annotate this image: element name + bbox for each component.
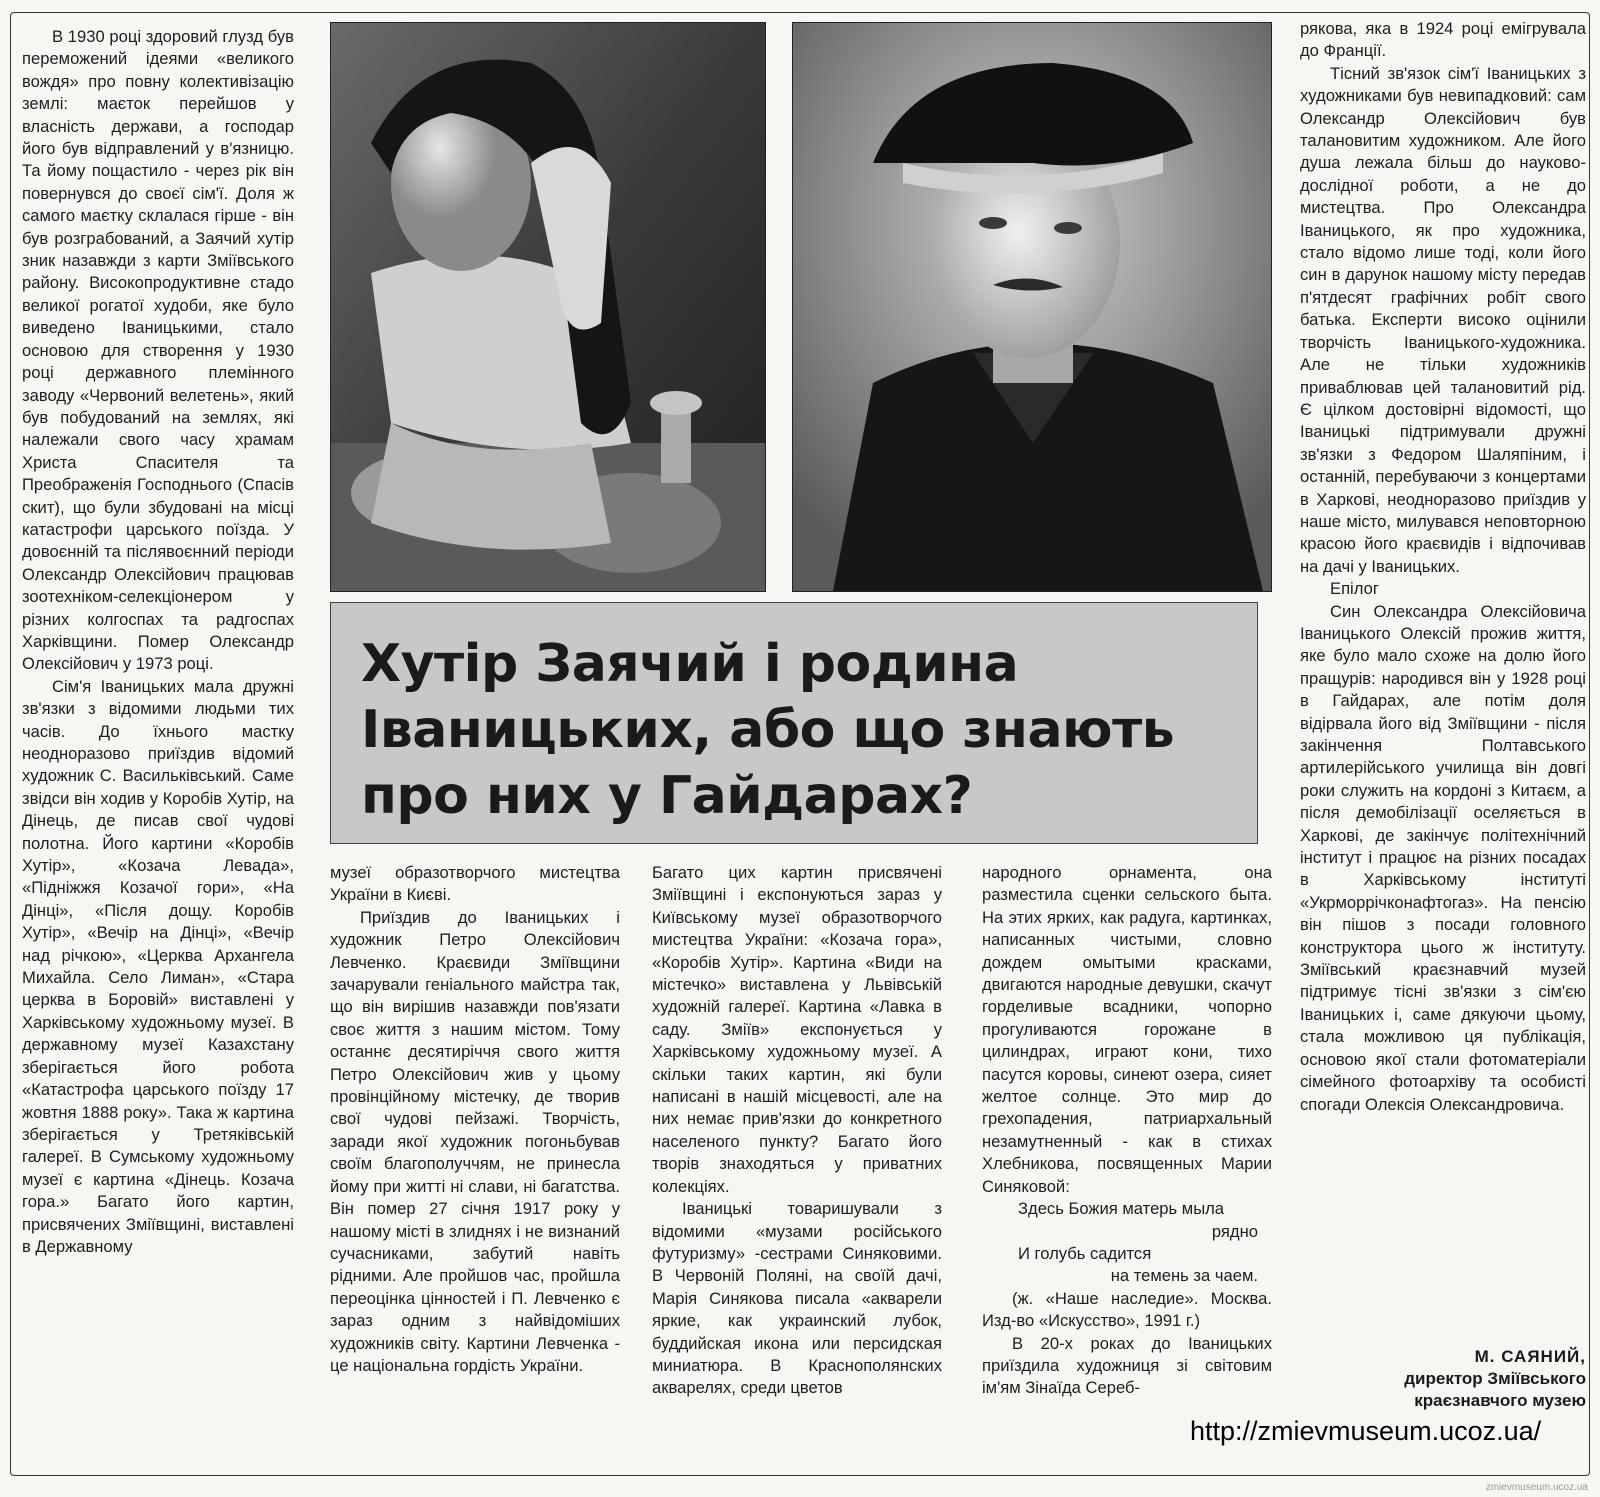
article-column-right [1300, 18, 1586, 1116]
photo-portrait-man [792, 22, 1272, 592]
author-title-line-2: краєзнавчого музею [1414, 1391, 1586, 1410]
headline-line-3: про них у Гайдарах? [361, 766, 973, 826]
paragraph: Іваницькі товаришували з відомими «музами російського футуризму» -сестрами Синяковими. В Червоній Поляні, на своїй дачі, Марія Синякова писала «акварели яркие, как украинский лубок, буддийская икона или персидская миниатюра. В Краснополянских акварелях, среди цветов [652, 1199, 942, 1398]
article-column-left [22, 26, 294, 1258]
epilogue-heading: Епілог [1330, 579, 1379, 599]
source-citation: (ж. «Наше наследие». Москва. Изд-во «Искусство», 1991 г.) [982, 1288, 1272, 1331]
paragraph: В 20-х роках до Іваницьких приїздила художниця зі світовим ім'ям Зінаїда Сереб- [982, 1333, 1272, 1398]
headline-box [330, 602, 1258, 844]
photo-portrait-woman [330, 22, 766, 592]
paragraph: В 1930 році здоровий глузд був переможений ідеями «великого вождя» про повну колективізацію землі: маєток перейшов у власність держави, а господар його був відправлений у в'язницю. Та йому пощастило - через рік він повернувся до своєї сім'ї. Доля ж самого маєтку склалася гірше - він був розграбований, а Заячий хутір зник назавжди з карти Зміївського району. Високопродуктивне стадо великої рогатої худоби, яке було виведено Іваницькими, стало основою для створення у 1930 році державного племінного заводу «Червоний велетень», який був побудований на землях, які належали свого часу храмам Христа Спасителя та Преображенія Господнього (Спасів скит), що були збудовані на місці катастрофи царського поїзда. У довоєнній та післявоєнний періоди Олександр Олексійович працював зоотехніком-селекціонером у різних колгоспах та радгоспах Харківщини. Помер Олександр Олексійович у 1973 році. [22, 27, 294, 674]
headline-line-1: Хутір Заячий і родина [361, 634, 1019, 694]
paragraph: Приїздив до Іваницьких і художник Петро Олексійович Левченко. Краєвиди Зміївщини зачарували геніального майстра так, що він вирішив назавжди пов'язати своє життя з нашим містом. Тому останнє десятиріччя свого життя Петро Олексійович жив у цьому провінційному містечку, де творив свої чудові пейзажі. Творчість, заради якої художник погоньбував своїм благополуччям, не принесла йому при житті ні слави, ні багатства. Він помер 27 січня 1917 року у нашому місті в злиднях і не визнаний сучасниками, забутий навіть рідними. Але пройшов час, пройшла переоцінка цінностей і П. Левченко є зараз одним з найвідоміших художників світу. Картини Левченка - це національна гордість України. [330, 907, 620, 1375]
paragraph: Сім'я Іваницьких мала дружні зв'язки з відомими людьми тих часів. До їхнього мастку неодноразово приїздив відомий художник С. Васильківський. Саме звідси він ходив у Коробів Хутір, на Дінець, де писав свої чудові полотна. Його картини «Коробів Хутір», «Козача Левада», «Підніжжя Козачої гори», «На Дінці», «Після дощу. Коробів Хутір», «Вечір на Дінці», «Вечір над річкою», «Церква Архангела Михайла. Село Лиман», «Стара церква в Боровій» виставлені у Харківському художньому музеї. В державному музеї Казахстану зберігається його робота «Катастрофа царського поїзду 17 жовтня 1888 року». Така ж картина зберігається у Третяківській галереї. В Сумському художньому музеї є картина «Дінець. Козача гора.» Багато його картин, присвячених Зміївщині, виставлені в Державному [22, 676, 294, 1256]
paragraph: Син Олександра Олексійовича Іваницького Олексій прожив життя, яке було мало схоже на долю його пращурів: народився він у 1928 році в Гайдарах, але потім доля відірвала його від Зміївщини - після закінчення Полтавського артилерійського училища він довгі роки служить на кордоні з Китаєм, а після демобілізації оселяється в Харкові, де закінчує політехнічний інститут і працює на різних посадах в Харківському інституті «Укрморрічконафтогаз». На пенсію він пішов з посади головного конструктора цього ж інституту. Зміївський краєзнавчий музей підтримує тісні зв'язки з сім'єю Іваницьких і, саме дякуючи цьому, стала можливою ця публікація, основою якої стали фотоматеріали сімейного фотоархіву та особисті спогади Олексія Олександровича. [1300, 601, 1586, 1114]
article-column-bottom-2 [652, 862, 942, 1400]
headline [361, 631, 1241, 829]
author-signature [1290, 1346, 1586, 1412]
paragraph: Тісний зв'язок сім'ї Іваницьких з художниками був невипадковий: сам Олександр Олексійович був талановитим художником. Але його душа лежала більш до науково-дослідної роботи, а не до мистецтва. Про Олександра Іваницького, як про художника, стало відомо лише тоді, коли його син в дарунок нашому місту передав п'ятдесят графічних робіт свого батька. Експерти високо оцінили творчість Іваницького-художника. Але не тільки художників приваблював цей талановитий рід. Є цілком достовірні відомості, що Іваницькі підтримували дружні зв'язки з Федором Шаляпіним, і останній, перебуваючи з концертами в Харкові, неодноразово приїздив у наше місто, милувався неповторною красою його краєвидів і відпочивав на дачі у Іваницьких. [1300, 63, 1586, 576]
source-url: http://zmievmuseum.ucoz.ua/ [1190, 1416, 1542, 1446]
poem-line: И голубь садится [1018, 1243, 1152, 1263]
paragraph: рякова, яка в 1924 році емігрувала до Франції. [1300, 19, 1586, 61]
photo-man-image [793, 23, 1271, 591]
paragraph: народного орнамента, она разместила сценки сельского быта. На этих ярких, как радуга, картинках, написанных чистыми, словно дождем омытыми красками, двигаются народные девушки, скачут горделивые всадники, чопорно прогуливаются горожане в цилиндрах, играют кони, тихо пасутся коровы, синеют озера, сияет желтое солнце. Это мир до грехопадения, патриархальный незамутненный - как в стихах Хлебникова, посвященных Марии Синяковой: [982, 863, 1272, 1196]
author-title-line-1: директор Зміївського [1404, 1369, 1586, 1388]
watermark: zmievmuseum.ucoz.ua [1485, 1482, 1588, 1493]
author-name: М. САЯНИЙ, [1474, 1347, 1586, 1366]
poem-line: Здесь Божия матерь мыла [1018, 1199, 1225, 1219]
poem-line: рядно [1211, 1221, 1258, 1241]
article-column-bottom-1 [330, 862, 620, 1377]
headline-line-2: Іваницьких, або що знають [361, 700, 1175, 760]
article-column-bottom-3 [982, 862, 1272, 1400]
poem-line: на темень за чаем. [1110, 1266, 1258, 1286]
paragraph: музеї образотворчого мистецтва України в Києві. [330, 863, 620, 905]
paragraph: Багато цих картин присвячені Зміївщині і експонуються зараз у Київському музеї образотворчого мистецтва України: «Козача гора», «Коробів Хутір». Картина «Види на містечко» виставлена у Львівській художній галереї. Картина «Лавка в саду. Зміїв» експонується у Харківському художньому музеї. А скільки таких картин, які були написані в нашій місцевості, але на них немає прив'язки до конкретного населеного пункту? Багато його творів знаходяться у приватних колекціях. [652, 863, 942, 1196]
photo-woman-image [331, 23, 765, 591]
